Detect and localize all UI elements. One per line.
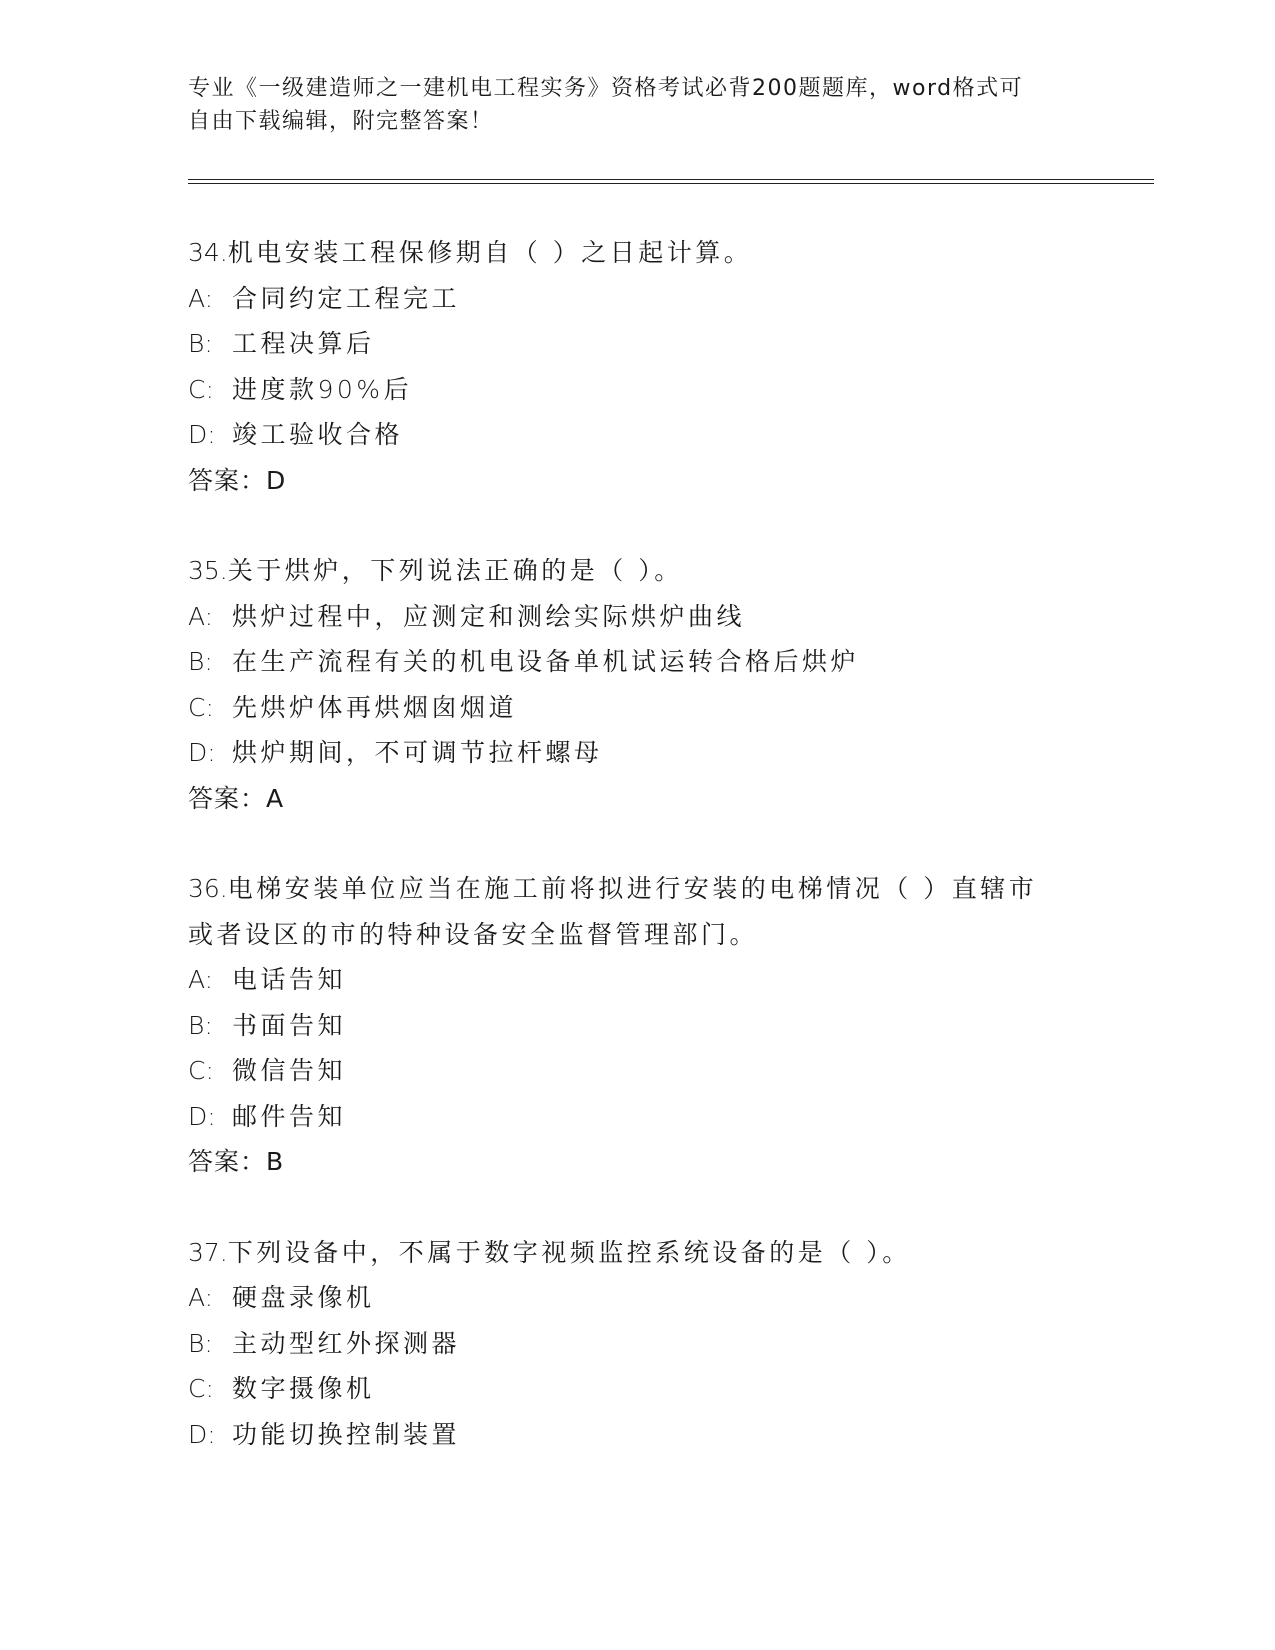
question-title (188, 548, 1088, 594)
option-b (188, 321, 1088, 367)
question-text: 电梯安装单位应当在施工前将拟进行安装的电梯情况（ ）直辖市 (227, 874, 1038, 903)
header-line-2: 自由下载编辑，附完整答案！ (188, 109, 494, 134)
option-a (188, 594, 1088, 640)
option-key: B: (188, 647, 213, 676)
answer-line: 答案：D (188, 465, 287, 495)
option-key: C: (188, 1374, 214, 1403)
option-key: D: (188, 1419, 216, 1449)
question-text: 机电安装工程保修期自（ ）之日起计算。 (227, 238, 753, 267)
option-key: D: (188, 1101, 216, 1131)
option-text: 烘炉期间，不可调节拉杆螺母 (232, 738, 603, 767)
question-number: 37. (188, 1237, 228, 1267)
option-text: 数字摄像机 (232, 1374, 375, 1403)
answer-line: 答案：A (188, 783, 285, 813)
option-d (188, 730, 1088, 776)
answer-line: 答案：B (188, 1147, 285, 1176)
option-d (188, 1094, 1088, 1140)
option-key: A: (188, 965, 214, 994)
option-key: D: (188, 738, 216, 767)
option-c (188, 685, 1088, 731)
question-text: 关于烘炉，下列说法正确的是（ ）。 (227, 556, 683, 585)
option-key: B: (188, 1328, 213, 1358)
question-list (188, 230, 1088, 1502)
option-text: 合同约定工程完工 (232, 283, 461, 313)
option-b (188, 1003, 1088, 1049)
option-c (188, 1366, 1088, 1412)
question-34 (188, 230, 1088, 503)
option-key: B: (188, 1010, 213, 1040)
question-number: 36. (188, 874, 228, 903)
option-key: C: (188, 692, 214, 722)
option-b (188, 639, 1088, 685)
question-37 (188, 1230, 1088, 1458)
option-text: 主动型红外探测器 (232, 1328, 461, 1358)
question-number: 35. (188, 556, 228, 585)
option-key: C: (188, 1056, 214, 1085)
option-d (188, 412, 1088, 458)
document-header (188, 72, 1068, 138)
option-d (188, 1412, 1088, 1458)
option-text: 电话告知 (232, 965, 347, 994)
option-key: A: (188, 1283, 214, 1312)
option-text: 邮件告知 (232, 1101, 347, 1131)
option-text: 在生产流程有关的机电设备单机试运转合格后烘炉 (232, 647, 860, 676)
option-text: 工程决算后 (232, 329, 375, 358)
option-c (188, 1048, 1088, 1094)
option-key: D: (188, 420, 216, 449)
option-text: 功能切换控制装置 (232, 1419, 461, 1449)
option-text: 硬盘录像机 (232, 1283, 375, 1312)
option-text: 进度款90%后 (232, 374, 413, 404)
option-text: 先烘炉体再烘烟囱烟道 (232, 692, 518, 722)
option-key: C: (188, 374, 214, 404)
option-key: A: (188, 601, 214, 631)
option-a (188, 957, 1088, 1003)
question-text: 下列设备中，不属于数字视频监控系统设备的是（ ）。 (227, 1237, 911, 1267)
option-text: 竣工验收合格 (232, 420, 404, 449)
option-text: 微信告知 (232, 1056, 347, 1085)
header-divider-top (188, 179, 1154, 180)
question-title (188, 1230, 1088, 1276)
option-key: A: (188, 283, 214, 313)
option-a (188, 1275, 1088, 1321)
option-key: B: (188, 329, 213, 358)
option-text: 书面告知 (232, 1010, 347, 1040)
header-divider-bottom (188, 183, 1154, 184)
option-c (188, 367, 1088, 413)
question-title (188, 866, 1088, 912)
option-b (188, 1321, 1088, 1367)
question-36 (188, 866, 1088, 1185)
header-line-1: 专业《一级建造师之一建机电工程实务》资格考试必背200题题库，word格式可 (188, 76, 1024, 101)
question-35 (188, 548, 1088, 821)
question-number: 34. (188, 238, 228, 267)
question-title (188, 230, 1088, 276)
question-title-continued: 或者设区的市的特种设备安全监督管理部门。 (188, 919, 759, 949)
option-a (188, 276, 1088, 322)
option-text: 烘炉过程中，应测定和测绘实际烘炉曲线 (232, 601, 746, 631)
